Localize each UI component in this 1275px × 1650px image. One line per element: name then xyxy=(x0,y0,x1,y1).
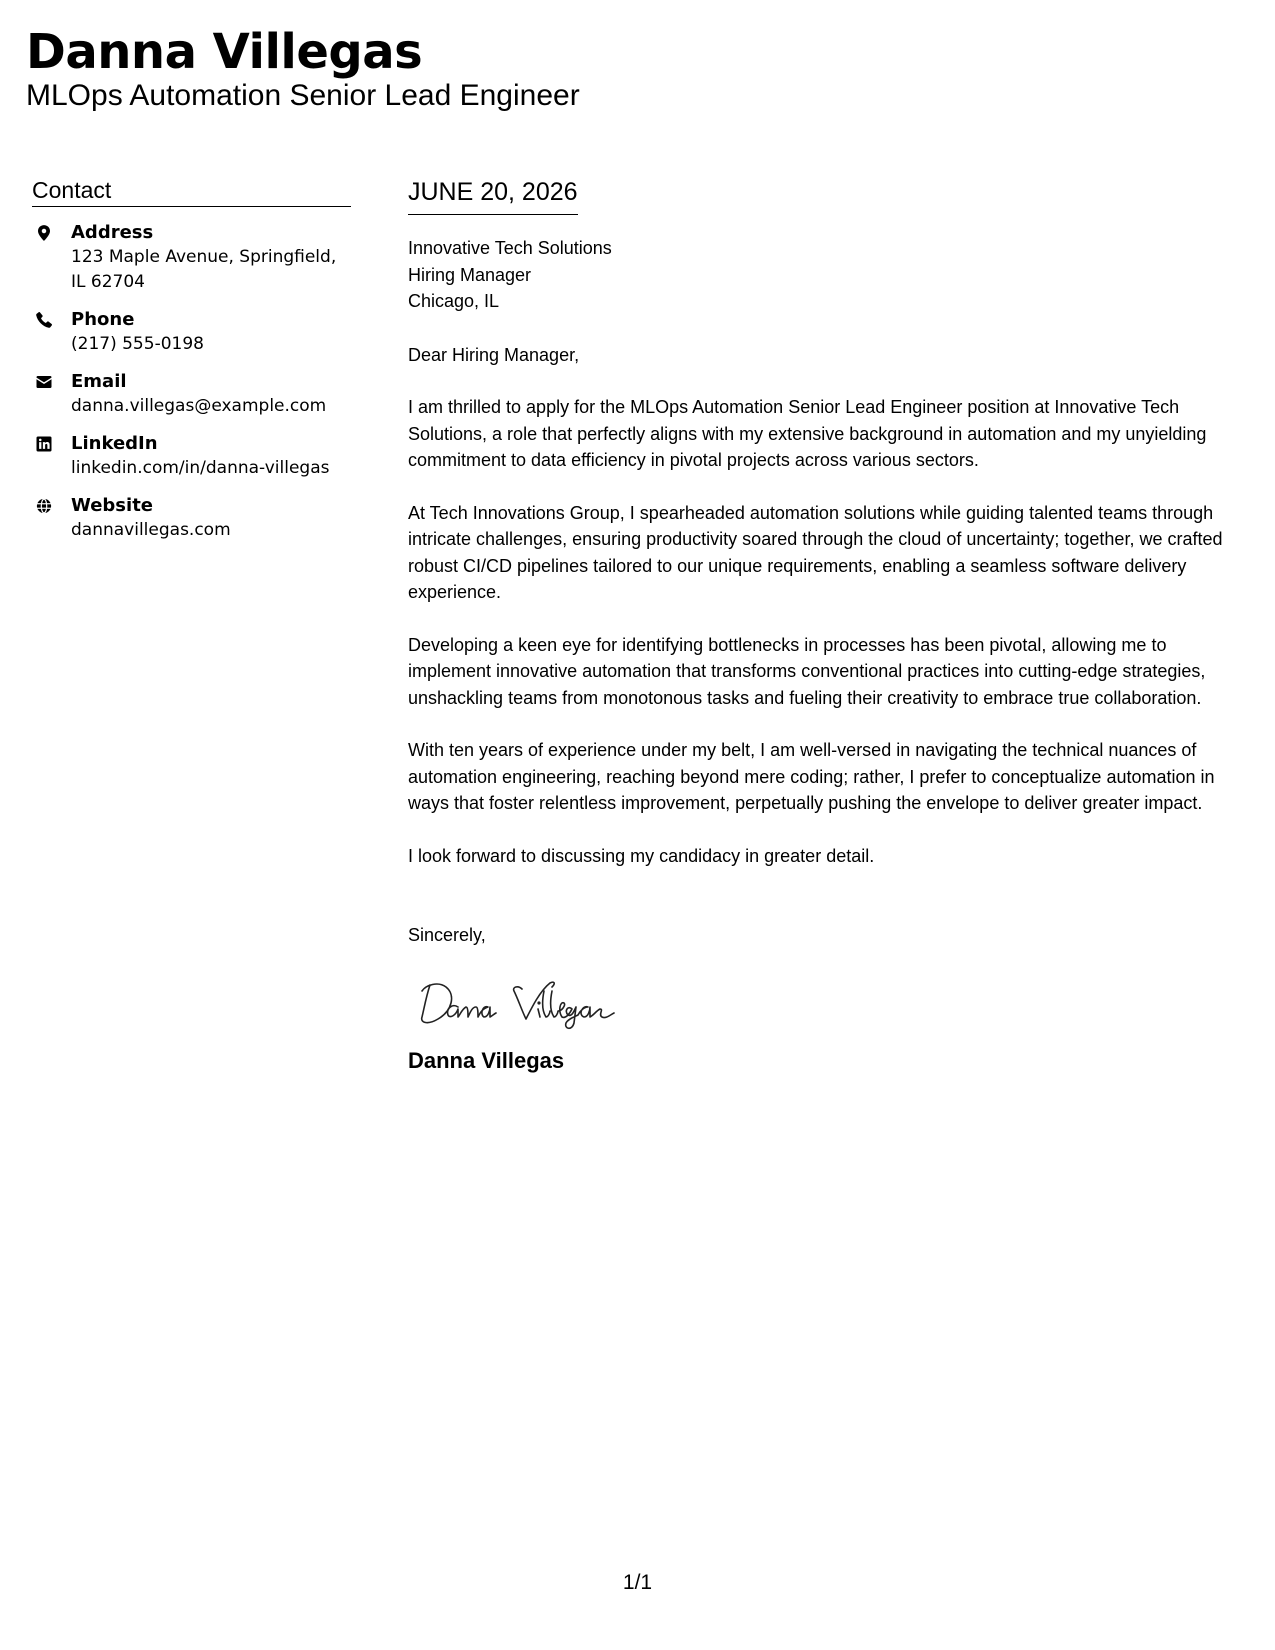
envelope-icon xyxy=(35,373,53,391)
linkedin-value[interactable]: linkedin.com/in/danna-villegas xyxy=(71,458,330,478)
address-value: 123 Maple Avenue, Springfield, IL 62704 xyxy=(71,247,337,292)
header xyxy=(26,22,580,114)
globe-icon xyxy=(35,497,53,515)
body-paragraph: Developing a keen eye for identifying bottlenecks in processes has been pivotal, allowing me to implement innovative automation that transforms conventional practices into cutting-edge strategies, unshackling teams from monotonous tasks and fueling their creativity to embrace true collaboration. xyxy=(408,634,1206,708)
signer-name: Danna Villegas xyxy=(408,1047,565,1073)
body-paragraph: I look forward to discussing my candidacy in greater detail. xyxy=(408,845,875,866)
contact-label: Address xyxy=(71,222,154,243)
letter-body xyxy=(408,176,1250,1075)
page-number: 1/1 xyxy=(622,1571,653,1594)
phone-icon xyxy=(35,311,53,329)
contact-sidebar xyxy=(32,176,351,555)
contact-item-email xyxy=(32,369,351,419)
contact-heading: Contact xyxy=(32,176,351,207)
contact-item-website xyxy=(32,493,351,543)
website-value[interactable]: dannavillegas.com xyxy=(71,520,231,540)
contact-label: Phone xyxy=(71,309,135,330)
recipient-block xyxy=(408,235,1250,315)
contact-item-address xyxy=(32,220,351,295)
letter-date: JUNE 20, 2026 xyxy=(408,176,578,215)
body-paragraph: I am thrilled to apply for the MLOps Automation Senior Lead Engineer position at Innovative Tech Solutions, a role that perfectly aligns with my extensive background in automation and my unyielding commitment to data efficiency in pivotal projects across various sectors. xyxy=(408,397,1207,470)
contact-label: Email xyxy=(71,371,127,392)
applicant-name: Danna Villegas xyxy=(26,24,423,80)
email-value[interactable]: danna.villegas@example.com xyxy=(71,396,327,416)
contact-item-linkedin xyxy=(32,431,351,481)
salutation: Dear Hiring Manager, xyxy=(408,344,580,365)
job-title: MLOps Automation Senior Lead Engineer xyxy=(26,79,580,112)
handwritten-signature xyxy=(418,971,1250,1037)
map-pin-icon xyxy=(35,224,53,242)
linkedin-icon xyxy=(35,435,53,453)
phone-value: (217) 555-0198 xyxy=(71,334,204,354)
closing: Sincerely, xyxy=(408,925,486,945)
recipient-role: Hiring Manager xyxy=(408,264,532,285)
body-paragraph: With ten years of experience under my belt, I am well-versed in navigating the technical nuances of automation engineering, reaching beyond mere coding; rather, I prefer to conceptualize automation in ways that foster relentless improvement, perpetually pushing the envelope to deliver greater impact. xyxy=(408,740,1215,813)
recipient-location: Chicago, IL xyxy=(408,291,500,311)
contact-item-phone xyxy=(32,307,351,357)
contact-label: LinkedIn xyxy=(71,433,158,454)
body-paragraph: At Tech Innovations Group, I spearheaded automation solutions while guiding talented teams through intricate challenges, ensuring productivity soared through the cloud of uncertainty; together, we crafted robust CI/CD pipelines tailored to our unique requirements, enabling a seamless software delivery experience. xyxy=(408,502,1223,602)
recipient-company: Innovative Tech Solutions xyxy=(408,238,612,258)
contact-label: Website xyxy=(71,495,154,516)
